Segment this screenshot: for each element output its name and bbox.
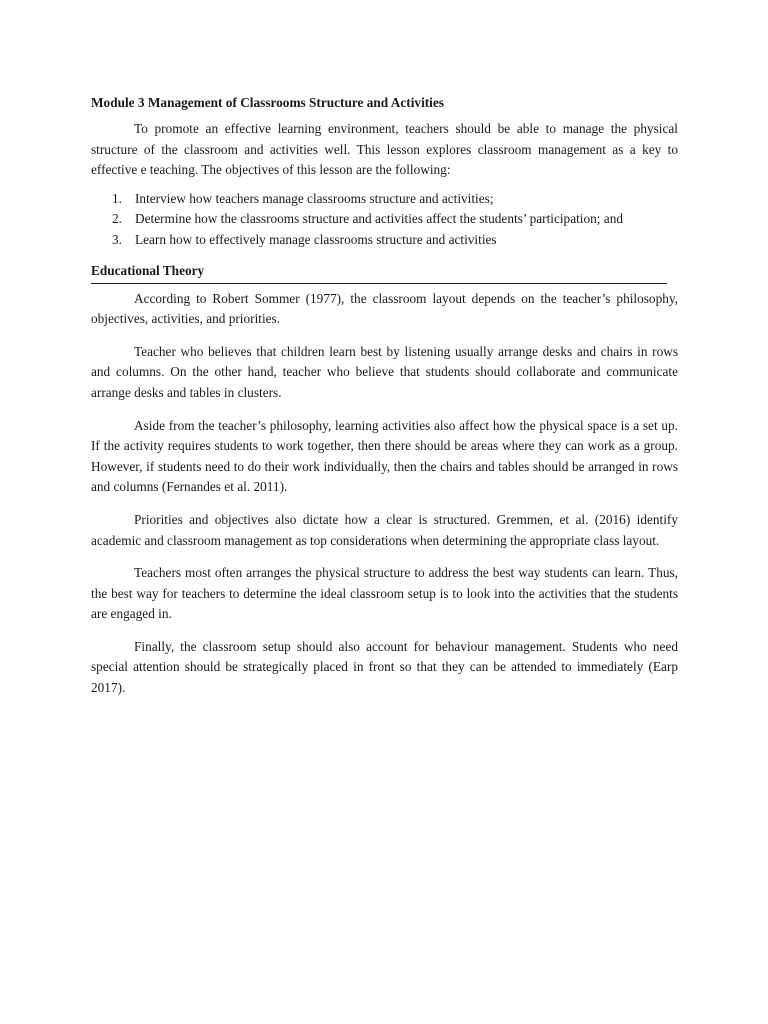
list-item <box>91 189 678 210</box>
section-heading: Educational Theory <box>91 261 667 284</box>
body-paragraph: Priorities and objectives also dictate how a clear is structured. Gremmen, et al. (2016) identify academic and classroom management as top considerations when determining the appropriate class layout. <box>91 511 678 548</box>
list-item-text: Determine how the classrooms structure and activities affect the students’ participation; and <box>135 211 624 227</box>
body-paragraph: According to Robert Sommer (1977), the classroom layout depends on the teacher’s philosophy, objectives, activities, and priorities. <box>91 290 678 327</box>
body-paragraph: Teacher who believes that children learn best by listening usually arrange desks and chairs in rows and columns. On the other hand, teacher who believe that students should collaborate and communicate arrange desks and tables in clusters. <box>91 343 678 400</box>
list-item-text: Learn how to effectively manage classrooms structure and activities <box>135 231 497 247</box>
module-title: Module 3 Management of Classrooms Structure and Activities <box>91 95 444 110</box>
list-item <box>91 230 678 251</box>
body-paragraph: Teachers most often arranges the physical structure to address the best way students can learn. Thus, the best way for teachers to determine the ideal classroom setup is to look into the activities that the students are engaged in. <box>91 565 678 622</box>
objectives-list <box>91 189 678 251</box>
body-paragraph: Aside from the teacher’s philosophy, learning activities also affect how the physical space is a set up. If the activity requires students to work together, then there should be areas where they can work as a group. However, if students need to do their work individually, then the chairs and tables should be arranged in rows and columns (Fernandes et al. 2011). <box>91 417 678 495</box>
document-page <box>91 92 678 711</box>
list-item-text: Interview how teachers manage classrooms structure and activities; <box>135 190 494 206</box>
body-paragraph: Finally, the classroom setup should also account for behaviour management. Students who need special attention should be strategically placed in front so that they can be attended to immediately (Earp 2017). <box>91 638 678 696</box>
list-item-number: 1. <box>112 190 122 206</box>
list-item-number: 3. <box>112 231 122 247</box>
list-item-number: 2. <box>112 211 122 227</box>
intro-paragraph: To promote an effective learning environment, teachers should be able to manage the physical structure of the classroom and activities well. This lesson explores classroom management as a key to effective e teaching. The objectives of this lesson are the following: <box>91 121 678 178</box>
list-item <box>91 209 678 230</box>
